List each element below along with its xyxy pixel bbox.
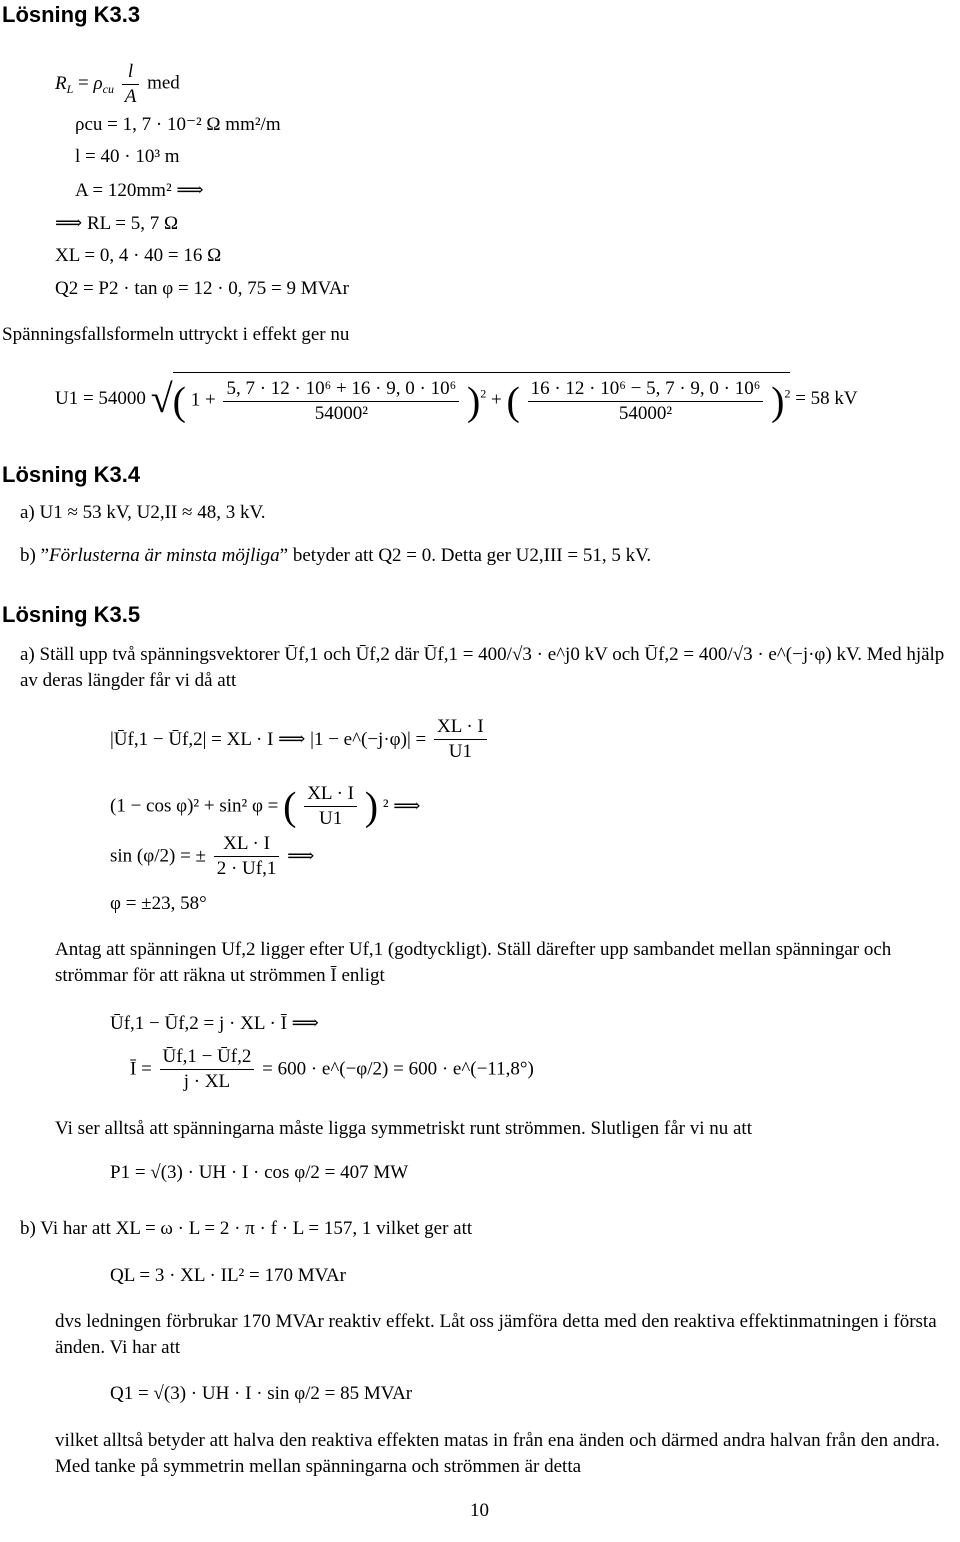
term2-numerator: 16 · 12 · 10⁶ − 5, 7 · 9, 0 · 10⁶ <box>530 378 761 399</box>
paragraph-reactive-consumption: dvs ledningen förbrukar 170 MVAr reaktiv effekt. Låt oss jämföra detta med den reaktiva effektinmatningen i första änden. Vi har att <box>55 1311 937 1358</box>
eq2-denominator: U1 <box>304 806 357 831</box>
equation-p1: P1 = √(3) · UH · I · cos φ/2 = 407 MW <box>110 1162 409 1183</box>
equation-ql: QL = 3 · XL · IL² = 170 MVAr <box>110 1265 346 1286</box>
exponent-2: 2 <box>784 386 791 401</box>
equation-magnitude <box>110 715 490 764</box>
equation-rho: ρcu = 1, 7 · 10⁻² Ω mm²/m <box>75 114 281 135</box>
fraction-denominator: A <box>122 84 140 109</box>
paragraph-conclusion: vilket alltså betyder att halva den reaktiva effekten matas in från ena änden och därmed andra halvan från den andra. Med tanke på symmetrin mellan spänningarna och strömmen är detta <box>55 1430 940 1477</box>
eq2-fraction <box>304 782 357 831</box>
eq6-rhs: = 600 · e^(−φ/2) = 600 · e^(−11,8°) <box>262 1058 534 1080</box>
sqrt-radicand <box>173 372 791 426</box>
u1-lhs: U1 = 54000 <box>55 387 146 409</box>
eq1-fraction <box>434 715 487 764</box>
section-title-k35: Lösning K3.5 <box>2 602 141 627</box>
section-title-k33: Lösning K3.3 <box>2 2 141 27</box>
plus-sign: + <box>491 389 502 411</box>
eq6-numerator: Ūf,1 − Ūf,2 <box>162 1046 252 1067</box>
equation-u1 <box>55 372 858 442</box>
k34-part-a: a) U1 ≈ 53 kV, U2,II ≈ 48, 3 kV. <box>20 502 266 523</box>
text-med: med <box>147 72 180 94</box>
equation-xl: XL = 0, 4 · 40 = 16 Ω <box>55 245 222 266</box>
fraction-term2 <box>528 377 764 426</box>
equation-length: l = 40 · 10³ m <box>75 146 180 167</box>
eq3-denominator: 2 · Uf,1 <box>214 856 280 881</box>
eq1-denominator: U1 <box>434 739 487 764</box>
equation-current <box>130 1045 534 1094</box>
fraction-term1 <box>223 377 459 426</box>
equation-phi: φ = ±23, 58° <box>110 893 207 914</box>
exponent-1: 2 <box>480 386 487 401</box>
eq6-denominator: j · XL <box>160 1069 255 1094</box>
k34-b-suffix: ” betyder att Q2 = 0. Detta ger U2,III = 51, 5 kV. <box>279 545 652 566</box>
section-title-k34: Lösning K3.4 <box>2 462 141 487</box>
k35-part-a-text: a) Ställ upp två spänningsvektorer Ūf,1 och Ūf,2 där Ūf,1 = 400/√3 · e^j0 kV och Ūf,2 = 400/√3 · e^(−j·φ) kV. Med hjälp av deras längder får vi då att <box>20 644 945 691</box>
right-paren-2: ) <box>771 378 785 424</box>
k35-part-b-text: b) Vi har att XL = ω · L = 2 · π · f · L = 157, 1 vilket ger att <box>20 1218 473 1239</box>
equation-rl-definition: $R_L = \rho_{cu}$ $\frac{l}{A}$ med <box>55 61 180 107</box>
equation-rl-result: ⟹ RL = 5, 7 Ω <box>55 213 179 234</box>
u1-result: = 58 kV <box>795 387 858 409</box>
eq2-left-paren: ( <box>283 783 297 829</box>
sqrt-sign: √ <box>150 375 173 421</box>
equation-cos-sin <box>110 782 421 831</box>
page-number: 10 <box>470 1500 489 1521</box>
k34-b-italic: Förlusterna är minsta möjliga <box>49 545 280 566</box>
fraction-l-over-a <box>122 60 140 109</box>
equation-q2: Q2 = P2 · tan φ = 12 · 0, 75 = 9 MVAr <box>55 278 349 299</box>
eq2-right-paren: ) <box>364 783 379 829</box>
eq2-suffix: ² ⟹ <box>382 795 421 817</box>
term1-denominator: 54000² <box>223 401 459 426</box>
eq2-lhs: (1 − cos φ)² + sin² φ = <box>110 795 279 817</box>
equation-sin-half <box>110 832 314 881</box>
term2-denominator: 54000² <box>528 401 764 426</box>
eq1-numerator: XL · I <box>436 716 484 737</box>
right-paren: ) <box>466 378 481 424</box>
eq3-suffix: ⟹ <box>287 845 315 867</box>
k34-part-b <box>20 545 651 567</box>
term1-prefix: 1 + <box>190 389 216 411</box>
eq6-fraction <box>160 1045 255 1094</box>
eq3-numerator: XL · I <box>223 833 270 854</box>
equation-area: A = 120mm² ⟹ <box>75 180 204 201</box>
equation-q1: Q1 = √(3) · UH · I · sin φ/2 = 85 MVAr <box>110 1383 413 1404</box>
k34-b-prefix: b) ” <box>20 545 50 566</box>
eq3-fraction <box>214 832 280 881</box>
paragraph-symmetry: Vi ser alltså att spänningarna måste ligga symmetriskt runt strömmen. Slutligen får vi nu att <box>55 1118 752 1139</box>
paragraph-assumption: Antag att spänningen Uf,2 ligger efter Uf,1 (godtyckligt). Ställ därefter upp sambandet mellan spänningar och strömmar för att räkna ut strömmen Ī enligt <box>55 939 892 986</box>
term1-numerator: 5, 7 · 12 · 10⁶ + 16 · 9, 0 · 10⁶ <box>226 378 457 399</box>
fraction-numerator: l <box>127 61 134 82</box>
equation-voltage-diff: Ūf,1 − Ūf,2 = j · XL · Ī ⟹ <box>110 1013 319 1034</box>
eq2-numerator: XL · I <box>307 783 354 804</box>
left-paren: ( <box>172 378 186 424</box>
eq3-lhs: sin (φ/2) = ± <box>110 845 206 867</box>
eq6-lhs: Ī = <box>130 1058 152 1080</box>
paragraph-voltage-drop: Spänningsfallsformeln uttryckt i effekt ger nu <box>2 324 350 345</box>
left-paren-2: ( <box>506 378 520 424</box>
eq1-lhs: |Ūf,1 − Ūf,2| = XL · I ⟹ |1 − e^(−j·φ)| = <box>110 728 427 750</box>
